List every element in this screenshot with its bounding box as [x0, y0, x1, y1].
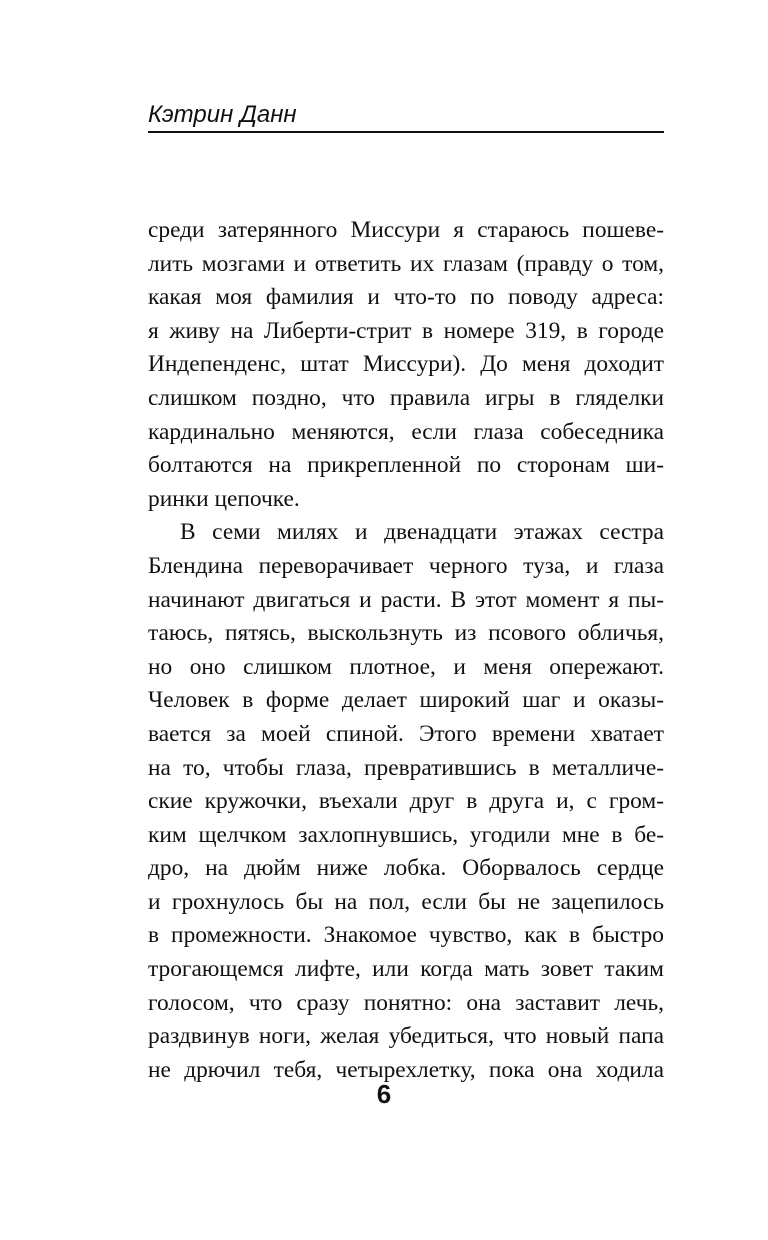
- text-line: лить мозгами и ответить их глазам (правду о том,: [148, 250, 664, 277]
- text-line: не дрючил тебя, четырехлетку, пока она ходила: [148, 1056, 664, 1083]
- paragraph: [148, 281, 664, 315]
- paragraph: [148, 416, 664, 450]
- text-line: Индепенденс, штат Миссури). До меня доходит: [148, 351, 664, 378]
- paragraph: [148, 617, 664, 651]
- paragraph: [148, 785, 664, 819]
- paragraph: [148, 315, 664, 349]
- text-line: Человек в форме делает широкий шаг и оказы-: [148, 687, 664, 714]
- text-line: в промежности. Знакомое чувство, как в быстро: [148, 922, 664, 949]
- text-line: ринки цепочке.: [148, 485, 300, 512]
- text-line: ким щелчком захлопнувшись, угодили мне в бе-: [148, 821, 664, 848]
- text-line: но оно слишком плотное, и меня опережают.: [148, 653, 664, 680]
- paragraph: [148, 214, 664, 248]
- text-line: таюсь, пятясь, выскользнуть из псового обличья,: [148, 620, 664, 647]
- paragraph: [148, 248, 664, 282]
- paragraph: [148, 987, 664, 1021]
- paragraph: [148, 550, 664, 584]
- header-rule: [148, 131, 664, 133]
- paragraph: [148, 684, 664, 718]
- running-head-author: Кэтрин Данн: [148, 101, 297, 128]
- paragraph: [148, 449, 664, 483]
- text-line: В семи милях и двенадцати этажах сестра: [180, 519, 664, 546]
- text-line: раздвинув ноги, желая убедиться, что новый папа: [148, 1023, 664, 1050]
- paragraph: [148, 819, 664, 853]
- paragraph: [148, 348, 664, 382]
- paragraph: [148, 584, 664, 618]
- paragraph: [148, 953, 664, 987]
- text-line: голосом, что сразу понятно: она заставит лечь,: [148, 989, 664, 1016]
- text-line: болтаются на прикрепленной по сторонам ши-: [148, 452, 664, 479]
- paragraph: [148, 886, 664, 920]
- paragraph: [148, 919, 664, 953]
- text-line: ские кружочки, въехали друг в друга и, с гром-: [148, 788, 664, 815]
- text-line: вается за моей спиной. Этого времени хватает: [148, 720, 664, 747]
- paragraph: [148, 718, 664, 752]
- text-line: я живу на Либерти-стрит в номере 319, в городе: [148, 317, 664, 344]
- paragraph: [148, 852, 664, 886]
- paragraph: [148, 1020, 664, 1054]
- text-line: начинают двигаться и расти. В этот момент я пы-: [148, 586, 664, 613]
- text-line: среди затерянного Миссури я стараюсь пошеве-: [148, 217, 664, 243]
- text-line: и грохнулось бы на пол, если бы не зацепилось: [148, 888, 664, 915]
- text-line: Блендина переворачивает черного туза, и глаза: [148, 552, 664, 579]
- paragraph-last-line: [148, 483, 664, 517]
- paragraph: [148, 382, 664, 416]
- paragraph: [148, 516, 664, 550]
- paragraph: [148, 752, 664, 786]
- text-line: кардинально меняются, если глаза собеседника: [148, 418, 664, 445]
- text-line: на то, чтобы глаза, превратившись в металличе-: [148, 754, 664, 781]
- body-text: [148, 214, 664, 1087]
- text-line: трогающемся лифте, или когда мать зовет таким: [148, 956, 664, 983]
- text-line: слишком поздно, что правила игры в гляделки: [148, 384, 664, 411]
- text-line: дро, на дюйм ниже лобка. Оборвалось сердце: [148, 855, 664, 882]
- page-number: 6: [376, 1079, 392, 1109]
- text-line: какая моя фамилия и что-то по поводу адреса:: [148, 284, 664, 311]
- paragraph: [148, 651, 664, 685]
